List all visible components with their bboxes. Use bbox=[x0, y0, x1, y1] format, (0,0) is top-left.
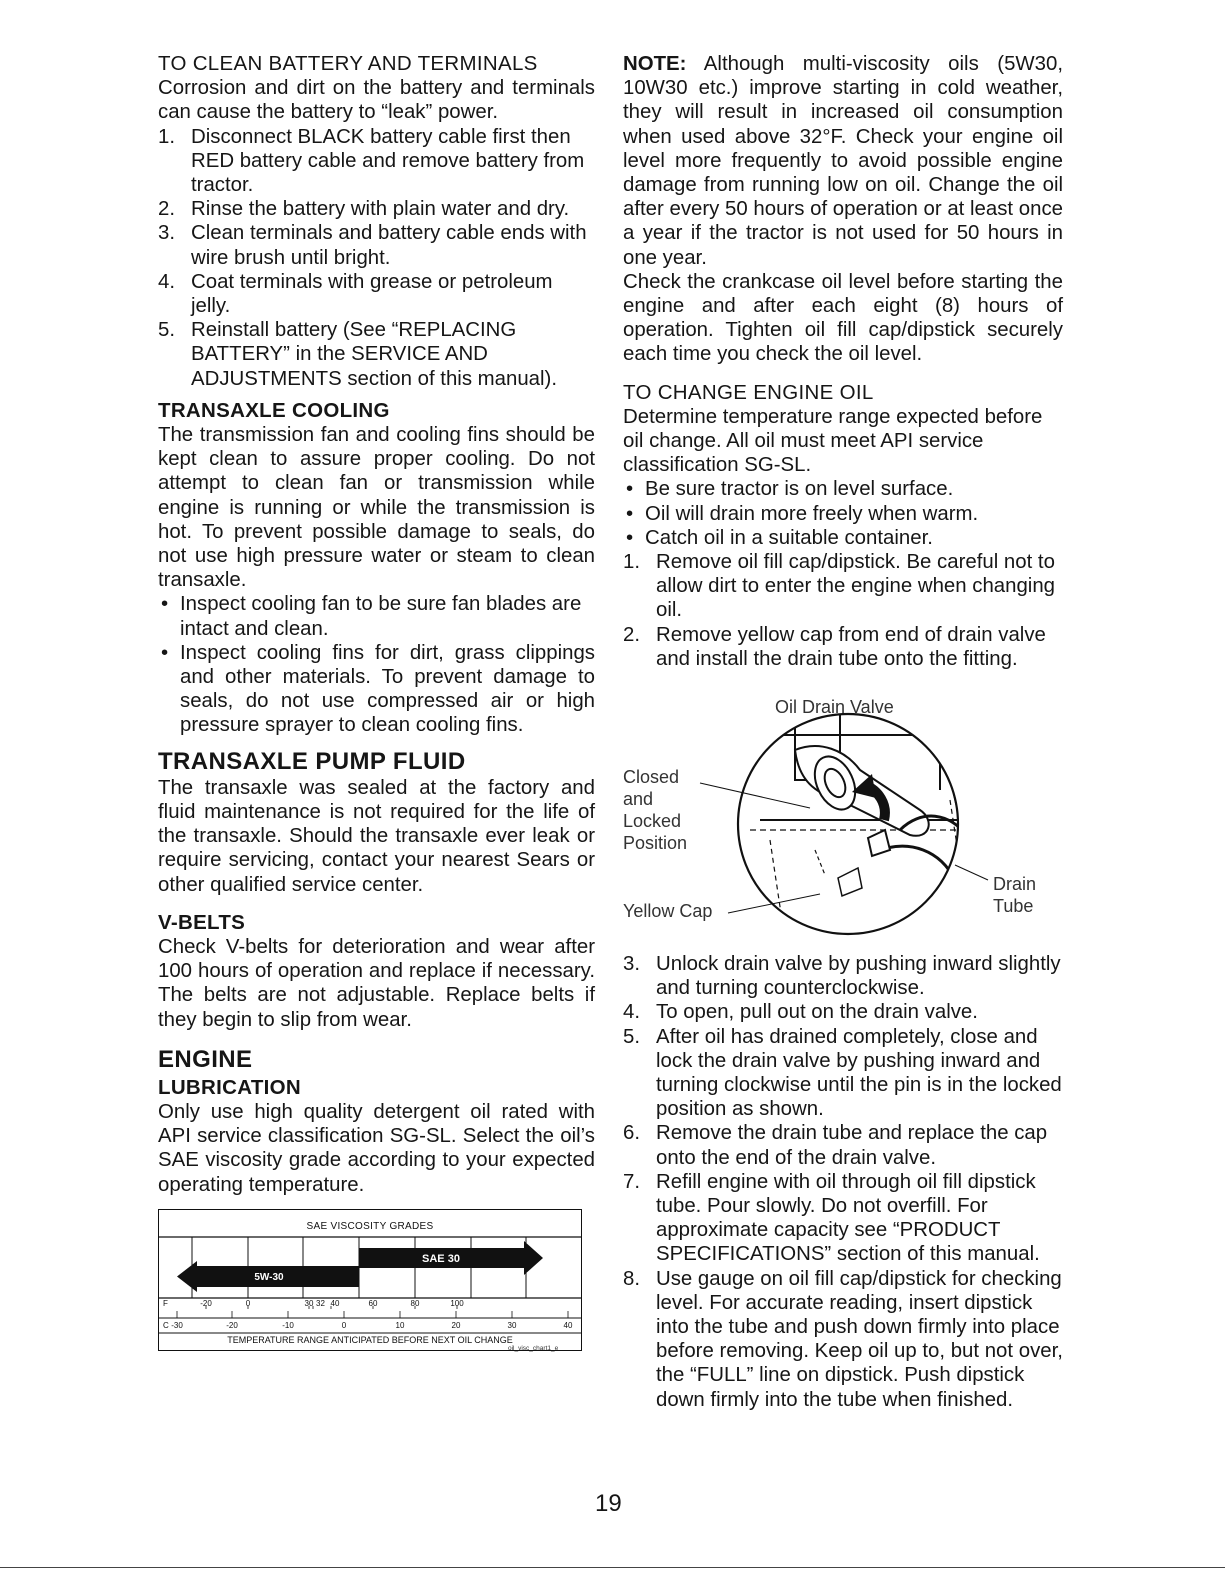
lubrication-heading: LUBRICATION bbox=[158, 1075, 301, 1099]
list-item: 2. Remove yellow cap from end of drain valve and install the drain tube onto the fitting. bbox=[623, 623, 1046, 670]
f-tick: -20 bbox=[200, 1299, 212, 1308]
c-tick: -20 bbox=[226, 1321, 238, 1330]
locked-label: Locked bbox=[623, 811, 682, 831]
f-tick: 30 bbox=[304, 1299, 314, 1308]
sae30-label: SAE 30 bbox=[422, 1253, 460, 1265]
right-column-continued bbox=[623, 952, 1063, 1412]
list-item: 4. To open, pull out on the drain valve. bbox=[623, 1001, 978, 1024]
figure-title: Oil Drain Valve bbox=[775, 697, 894, 717]
c-tick: 40 bbox=[563, 1321, 573, 1330]
f-tick: 40 bbox=[330, 1299, 340, 1308]
viscosity-chart bbox=[158, 1209, 582, 1351]
list-item: 1. Disconnect BLACK battery cable first then RED battery cable and remove battery from tractor. bbox=[158, 125, 585, 197]
c-tick: -10 bbox=[282, 1321, 294, 1330]
note-label: NOTE: bbox=[623, 53, 687, 75]
f-label: F bbox=[163, 1299, 168, 1308]
bullet-icon: • bbox=[161, 593, 169, 616]
page-number: 19 bbox=[595, 1490, 622, 1517]
battery-intro: Corrosion and dirt on the battery and terminals can cause the battery to “leak” power. bbox=[158, 77, 595, 124]
list-item: 1. Remove oil fill cap/dipstick. Be careful not to allow dirt to enter the engine when changing oil. bbox=[623, 551, 1056, 622]
f-tick: 60 bbox=[368, 1299, 378, 1308]
pump-heading: TRANSAXLE PUMP FLUID bbox=[158, 747, 466, 775]
note-paragraph: NOTE: Although multi-viscosity oils (5W30, 10W30 etc.) improve starting in cold weather, they will result in increased oil consumption when used above 32°F. Check your engine oil level more frequently to avoid possible engine damage from running low on oil. Change the oil after every 50 hours of operation or at least once a year if the tractor is not used for 50 hours in one year. bbox=[623, 53, 1063, 269]
drain-valve-illustration bbox=[610, 680, 1080, 950]
list-item: 4. Coat terminals with grease or petroleum jelly. bbox=[158, 270, 553, 318]
pump-body: The transaxle was sealed at the factory and fluid maintenance is not required for the life of the transaxle. Should the transaxle ever leak or require servicing, contact your nearest Sears or other qualified service center. bbox=[158, 776, 595, 896]
list-item: • Oil will drain more freely when warm. bbox=[626, 502, 979, 525]
drain-tube-leader-line bbox=[955, 865, 988, 880]
engine-heading: ENGINE bbox=[158, 1045, 253, 1073]
f-tick: 80 bbox=[410, 1299, 420, 1308]
left-column bbox=[158, 52, 595, 1197]
chart-code: oil_visc_chart1_e bbox=[508, 1345, 559, 1352]
list-item: • Inspect cooling fins for dirt, grass clippings and other materials. To prevent damage to seals, do not use compressed air or high pressure sprayer to clean cooling fins. bbox=[161, 641, 595, 737]
list-item: • Be sure tractor is on level surface. bbox=[626, 478, 954, 501]
bottom-divider bbox=[0, 1567, 1225, 1568]
bullet-icon: • bbox=[626, 526, 634, 549]
list-item: 2. Rinse the battery with plain water and dry. bbox=[158, 198, 570, 221]
and-label: and bbox=[623, 789, 654, 809]
vbelts-heading: V-BELTS bbox=[158, 910, 246, 934]
change-oil-steps-a bbox=[623, 550, 1063, 671]
drain-label: Drain bbox=[993, 874, 1037, 894]
list-item: 3. Clean terminals and battery cable ends with wire brush until bright. bbox=[158, 222, 587, 269]
list-item: • Catch oil in a suitable container. bbox=[626, 526, 933, 549]
viscosity-chart-caption: TEMPERATURE RANGE ANTICIPATED BEFORE NEXT OIL CHANGE bbox=[227, 1335, 513, 1345]
f-tick: 100 bbox=[450, 1299, 464, 1308]
cooling-body: The transmission fan and cooling fins should be kept clean to assure proper cooling. Do not attempt to clean fan or transmission while engine is running or while the transmission is hot. To prevent possible damage to seals, do not use high pressure water or steam to clean transaxle. bbox=[158, 424, 595, 592]
5w30-label: 5W-30 bbox=[254, 1272, 284, 1283]
f-tick: 0 bbox=[245, 1299, 251, 1308]
yellow-cap-label: Yellow Cap bbox=[623, 901, 713, 921]
c-tick: -30 bbox=[171, 1321, 183, 1330]
c-tick: 0 bbox=[341, 1321, 347, 1330]
c-tick: 30 bbox=[507, 1321, 517, 1330]
cooling-heading: TRANSAXLE COOLING bbox=[158, 398, 390, 422]
oil-drain-valve-figure bbox=[610, 680, 1080, 950]
c-label: C bbox=[163, 1321, 169, 1330]
change-oil-intro: Determine temperature range expected before oil change. All oil must meet API service classification SG-SL. bbox=[623, 405, 1043, 477]
viscosity-chart-title: SAE VISCOSITY GRADES bbox=[306, 1221, 434, 1232]
c-tick: 20 bbox=[451, 1321, 461, 1330]
list-item: 3. Unlock drain valve by pushing inward slightly and turning counterclockwise. bbox=[623, 953, 1061, 1000]
lubrication-body: Only use high quality detergent oil rated with API service classification SG-SL. Select the oil’s SAE viscosity grade according to your expected operating temperature. bbox=[158, 1100, 595, 1196]
list-item: 5. Reinstall battery (See “REPLACING BATTERY” in the SERVICE AND ADJUSTMENTS section of this manual). bbox=[158, 319, 558, 390]
closed-label: Closed bbox=[623, 767, 680, 787]
bullet-icon: • bbox=[626, 478, 634, 501]
change-oil-steps-b bbox=[623, 952, 1063, 1412]
change-oil-bullets bbox=[623, 477, 1063, 550]
position-label: Position bbox=[623, 833, 688, 853]
battery-steps bbox=[158, 125, 595, 391]
list-item: 5. After oil has drained completely, close and lock the drain valve by pushing inward and turning clockwise until the pin is in the locked position as shown. bbox=[623, 1025, 1062, 1121]
change-oil-heading: TO CHANGE ENGINE OIL bbox=[623, 380, 874, 404]
tube-label: Tube bbox=[993, 896, 1034, 916]
list-item: 6. Remove the drain tube and replace the cap onto the end of the drain valve. bbox=[623, 1122, 1048, 1169]
list-item: • Inspect cooling fan to be sure fan blades are intact and clean. bbox=[161, 593, 582, 640]
cooling-bullets bbox=[158, 592, 595, 737]
battery-heading: TO CLEAN BATTERY AND TERMINALS bbox=[158, 52, 538, 75]
yellow-cap-leader-line bbox=[728, 894, 820, 913]
viscosity-chart-graphic bbox=[159, 1210, 581, 1350]
vbelts-body: Check V-belts for deterioration and wear after 100 hours of operation and replace if necessary. The belts are not adjustable. Replace belts if they begin to slip from wear. bbox=[158, 935, 595, 1031]
f-tick: 32 bbox=[316, 1299, 325, 1308]
right-column bbox=[623, 52, 1063, 671]
note-paragraph-2: Check the crankcase oil level before starting the engine and after each eight (8) hours of operation. Tighten oil fill cap/dipstick securely each time you check the oil level. bbox=[623, 270, 1063, 366]
c-tick: 10 bbox=[395, 1321, 405, 1330]
bullet-icon: • bbox=[626, 502, 634, 525]
bullet-icon: • bbox=[161, 641, 169, 664]
list-item: 7. Refill engine with oil through oil fill dipstick tube. Pour slowly. Do not overfill. For approximate capacity see “PRODUCT SPECIFICATIONS” section of this manual. bbox=[623, 1170, 1040, 1266]
list-item: 8. Use gauge on oil fill cap/dipstick for checking level. For accurate reading, insert dipstick into the tube and push down firmly into place before removing. Keep oil up to, but not over, the “FULL” line on dipstick. Push dipstick down firmly into the tube when finished. bbox=[623, 1267, 1063, 1411]
